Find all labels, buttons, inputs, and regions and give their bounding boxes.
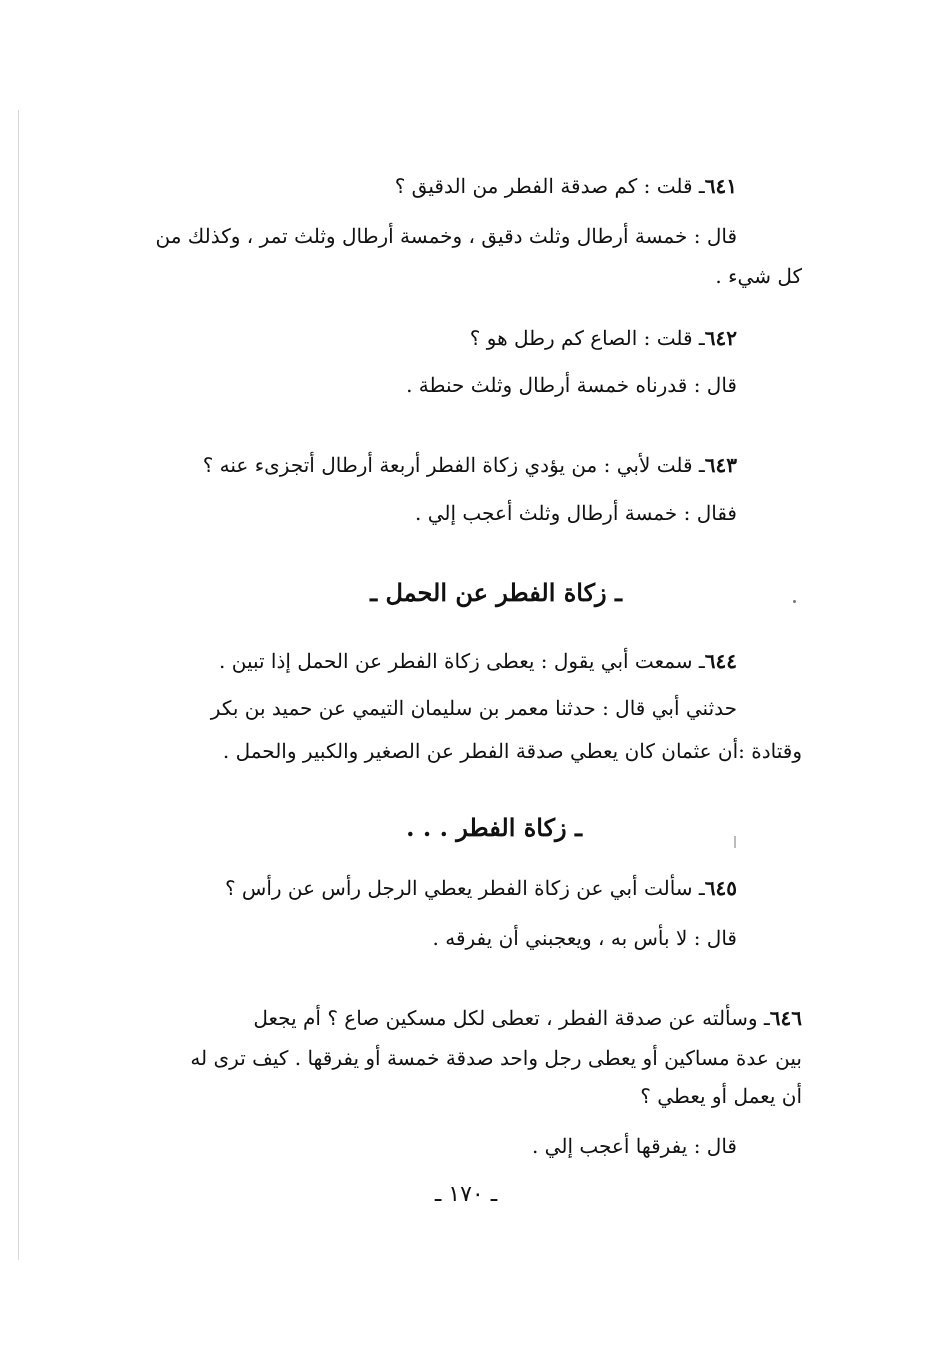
entry-642-answer: قال : قدرناه خمسة أرطال وثلث حنطة . [406, 373, 737, 397]
entry-641-question-line [395, 173, 737, 199]
entry-643-question-line [203, 452, 737, 478]
entry-646-question-line-3: أن يعمل أو يعطي ؟ [640, 1084, 802, 1108]
scan-speck [793, 600, 796, 603]
entry-644-question: ـ سمعت أبي يقول : يعطى زكاة الفطر عن الحمل إذا تبين . [219, 649, 705, 673]
entry-646-answer: قال : يفرقها أعجب إلي . [531, 1134, 737, 1158]
entry-644-answer-line-1: حدثني أبي قال : حدثنا معمر بن سليمان التيمي عن حميد بن بكر [210, 696, 737, 720]
entry-644-number: ٦٤٤ [704, 649, 737, 673]
entry-645-question: ـ سألت أبي عن زكاة الفطر يعطي الرجل رأس عن رأس ؟ [224, 876, 705, 900]
entry-642-question: ـ قلت : الصاع كم رطل هو ؟ [469, 326, 705, 350]
entry-641-number: ٦٤١ [704, 174, 737, 198]
scan-speck [734, 836, 736, 848]
entry-644-answer-line-2: وقتادة :أن عثمان كان يعطي صدقة الفطر عن الصغير والكبير والحمل . [222, 739, 802, 763]
entry-642-number: ٦٤٢ [704, 326, 737, 350]
entry-645-question-line [225, 875, 737, 901]
entry-641-answer-line-2: كل شيء . [715, 264, 802, 288]
entry-641-answer-line-1: قال : خمسة أرطال وثلث دقيق ، وخمسة أرطال وثلث تمر ، وكذلك من [155, 224, 737, 248]
page-number: ـ ١٧٠ ـ [434, 1182, 498, 1207]
entry-643-answer: فقال : خمسة أرطال وثلث أعجب إلي . [415, 501, 737, 525]
scan-edge-line [18, 110, 19, 1260]
entry-646-number: ٦٤٦ [769, 1006, 802, 1030]
entry-644-question-line [219, 648, 737, 674]
entry-645-answer: قال : لا بأس به ، ويعجبني أن يفرقه . [432, 926, 737, 950]
section-heading-zakat-fitr-haml: ـ زكاة الفطر عن الحمل ـ [370, 578, 622, 607]
entry-642-question-line [470, 325, 737, 351]
entry-643-number: ٦٤٣ [704, 453, 737, 477]
entry-645-number: ٦٤٥ [704, 876, 737, 900]
entry-646-question-line-1 [253, 1005, 802, 1031]
entry-643-question: ـ قلت لأبي : من يؤدي زكاة الفطر أربعة أرطال أتجزىء عنه ؟ [202, 453, 705, 477]
entry-646-question-part-1: ـ وسألته عن صدقة الفطر ، تعطى لكل مسكين صاع ؟ أم يجعل [253, 1006, 770, 1030]
entry-641-question: ـ قلت : كم صدقة الفطر من الدقيق ؟ [394, 174, 705, 198]
section-heading-zakat-fitr: ـ زكاة الفطر . . . [406, 813, 582, 842]
entry-646-question-line-2: بين عدة مساكين أو يعطى رجل واحد صدقة خمسة أو يفرقها . كيف ترى له [190, 1046, 802, 1070]
